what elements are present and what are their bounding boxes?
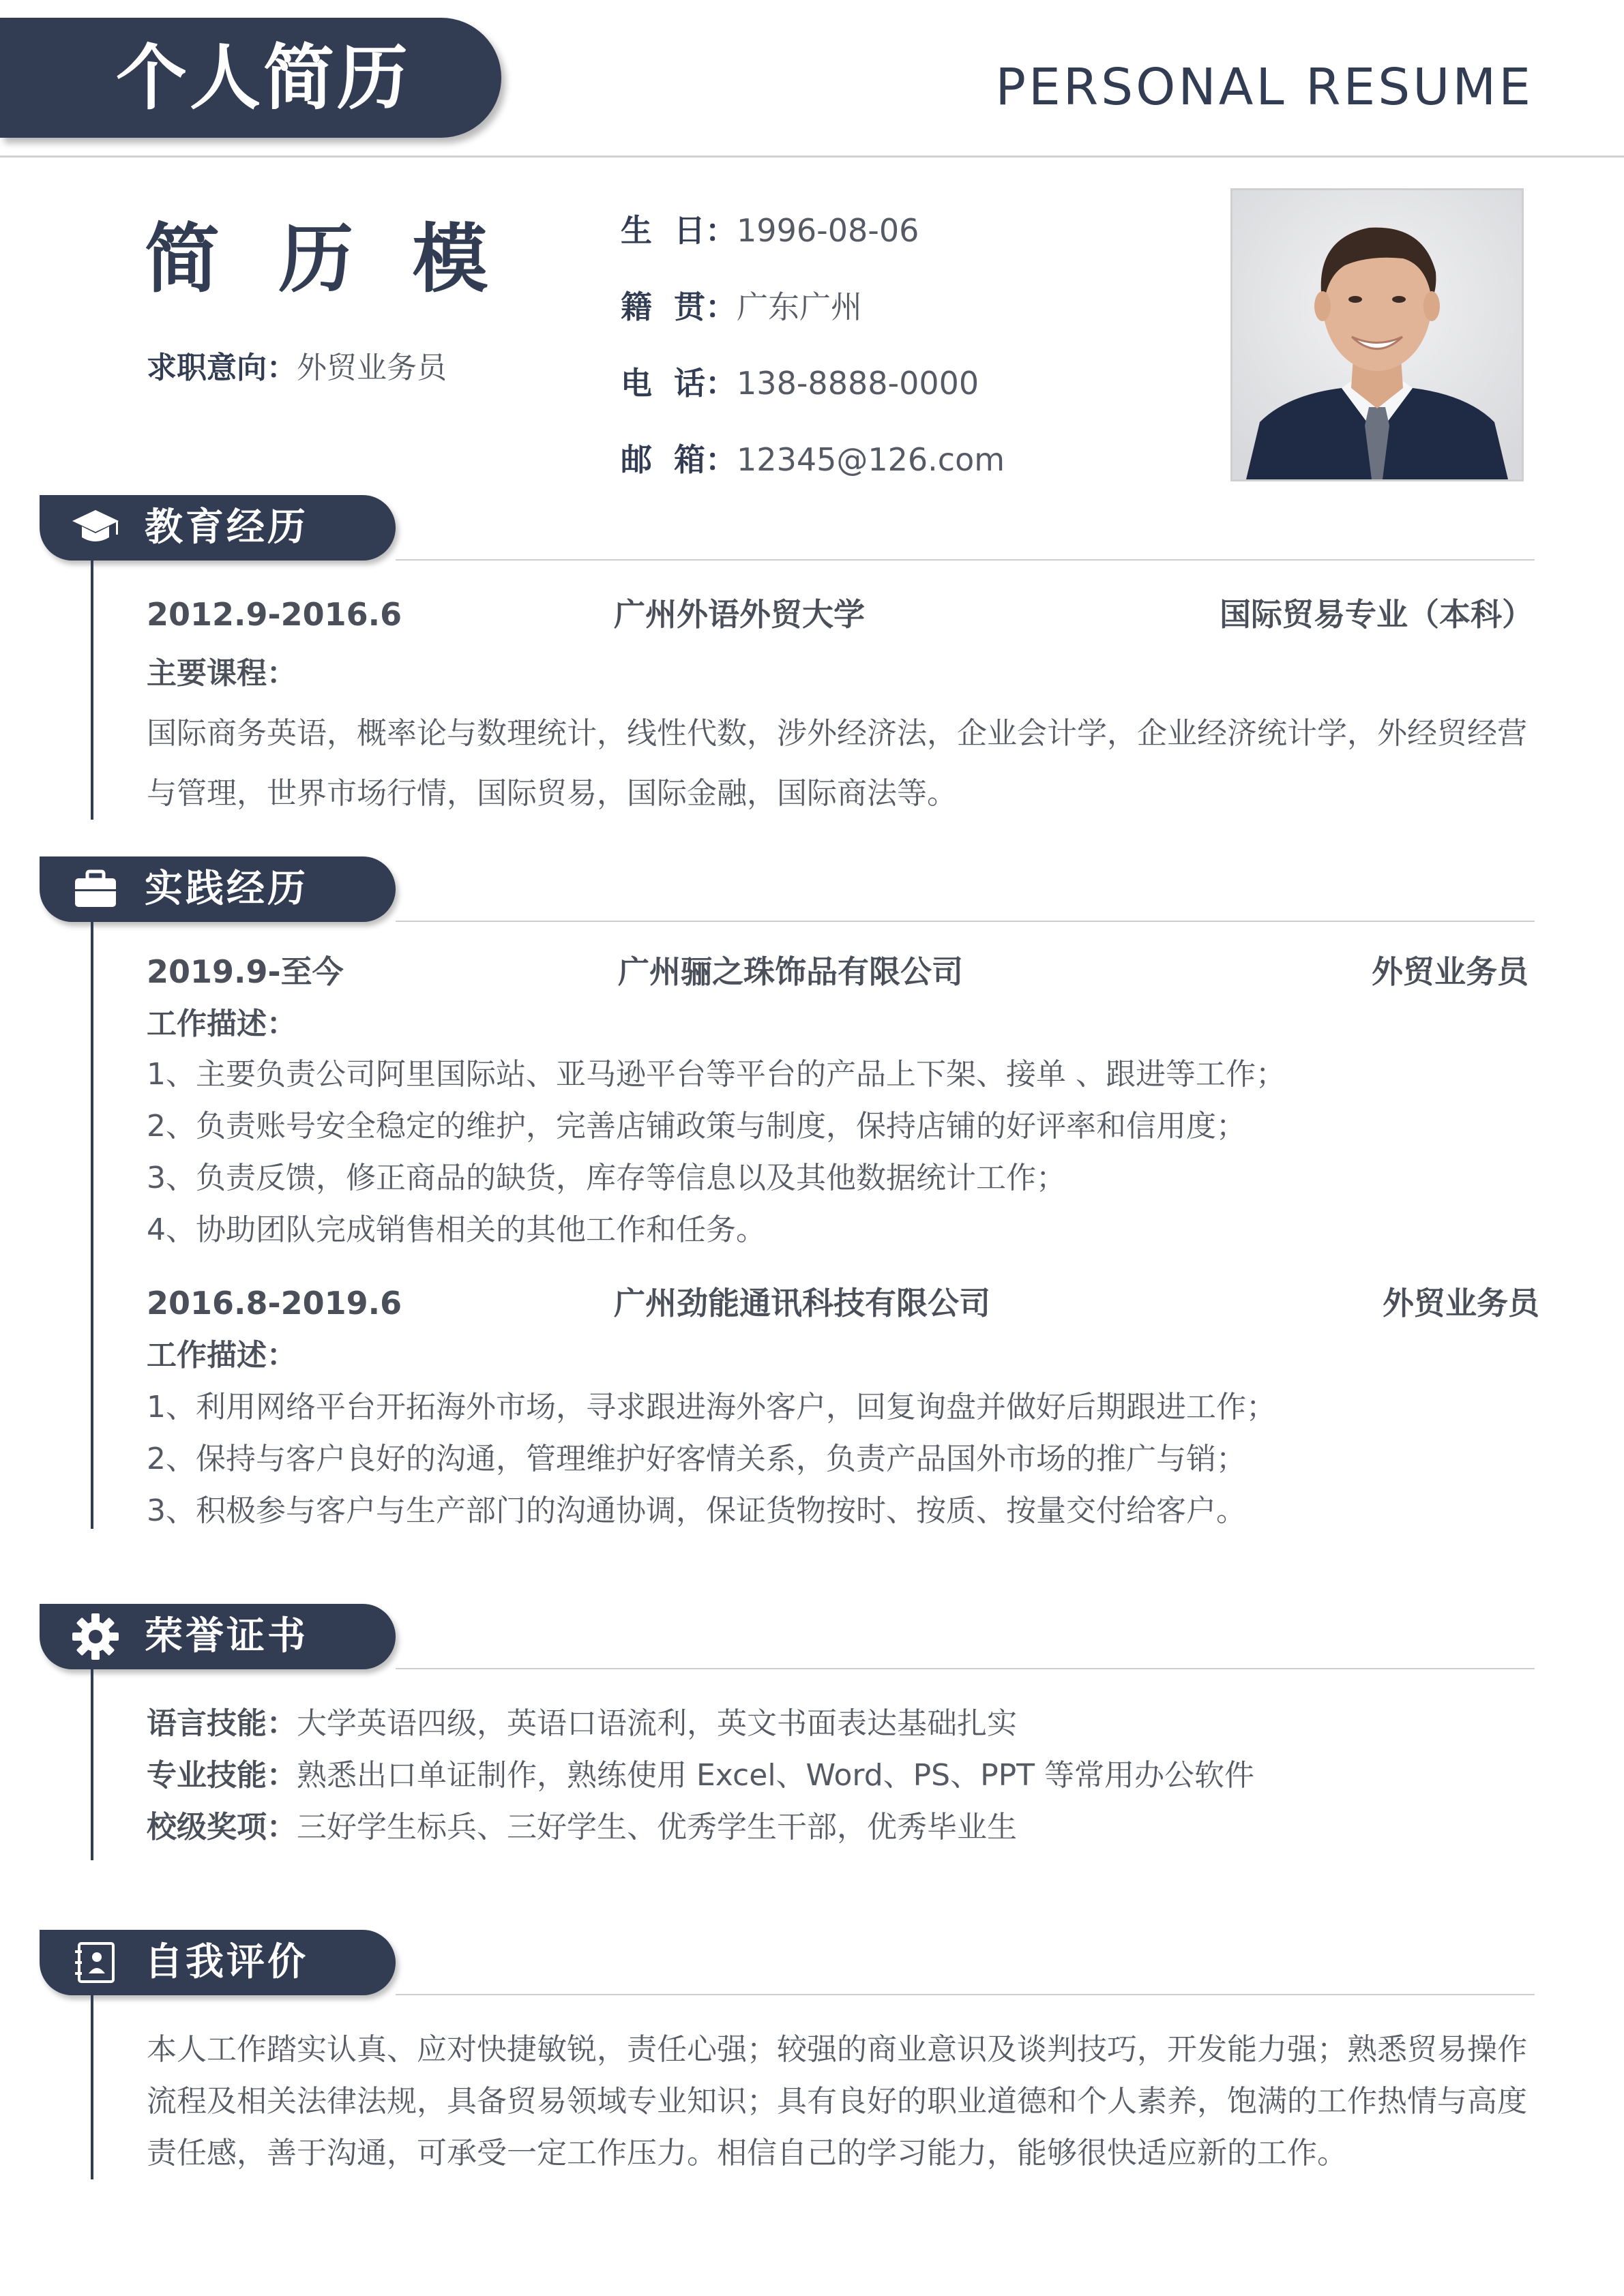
info-label: 籍 贯： <box>621 288 737 325</box>
header-subtitle: PERSONAL RESUME <box>995 58 1533 117</box>
section-title: 教育经历 <box>145 505 308 550</box>
briefcase-icon <box>68 862 123 916</box>
info-value: 广东广州 <box>737 288 863 325</box>
info-value: 1996-08-06 <box>737 212 919 249</box>
honor-value: 熟悉出口单证制作，熟练使用 Excel、Word、PS、PPT 等常用办公软件 <box>297 1758 1255 1793</box>
honor-label: 专业技能： <box>147 1758 297 1793</box>
section-title: 自我评价 <box>145 1940 308 1984</box>
job-position: 外贸业务员 <box>1383 1285 1539 1322</box>
job-duty: 3、负责反馈，修正商品的缺货，库存等信息以及其他数据统计工作； <box>147 1161 1066 1195</box>
info-email <box>621 439 1005 480</box>
edu-period: 2012.9-2016.6 <box>147 596 402 633</box>
info-value: 12345@126.com <box>737 441 1005 478</box>
info-value: 138-8888-0000 <box>737 365 979 402</box>
section-header-honors <box>40 1604 396 1669</box>
section-vertical-line <box>91 922 93 1529</box>
honor-item <box>147 1807 1017 1848</box>
self-eval-line: 本人工作踏实认真、应对快捷敏锐，责任心强；较强的商业意识及谈判技巧，开发能力强；熟悉贸易操作 <box>147 2032 1527 2067</box>
honor-value: 三好学生标兵、三好学生、优秀学生干部，优秀毕业生 <box>297 1810 1017 1845</box>
header-title: 个人简历 <box>116 36 411 119</box>
section-vertical-line <box>91 561 93 820</box>
job-company: 广州骊之珠饰品有限公司 <box>618 953 963 990</box>
info-label: 电 话： <box>621 365 737 402</box>
section-vertical-line <box>91 1669 93 1860</box>
section-header-education <box>40 495 396 561</box>
profile-photo <box>1230 188 1524 481</box>
honor-item <box>147 1755 1254 1796</box>
header-divider <box>0 155 1624 158</box>
honor-label: 校级奖项： <box>147 1810 297 1845</box>
section-title: 实践经历 <box>145 867 308 911</box>
section-divider <box>396 1668 1535 1669</box>
courses-line: 与管理，世界市场行情，国际贸易，国际金融，国际商法等。 <box>147 776 957 811</box>
edu-school: 广州外语外贸大学 <box>614 596 865 633</box>
contact-card-icon <box>68 1935 123 1990</box>
job-duty: 2、负责账号安全稳定的维护，完善店铺政策与制度，保持店铺的好评率和信用度； <box>147 1109 1246 1144</box>
job-company: 广州劲能通讯科技有限公司 <box>614 1285 990 1322</box>
job-intent-value: 外贸业务员 <box>297 351 447 385</box>
portrait-image <box>1232 190 1522 479</box>
honor-label: 语言技能： <box>147 1706 297 1741</box>
edu-major: 国际贸易专业（本科） <box>1220 596 1533 633</box>
job-duty: 4、协助团队完成销售相关的其他工作和任务。 <box>147 1212 766 1247</box>
job-period: 2016.8-2019.6 <box>147 1285 402 1322</box>
job-period: 2019.9-至今 <box>147 953 344 990</box>
courses-label: 主要课程： <box>147 656 297 691</box>
info-hometown <box>621 286 862 327</box>
job-desc-label: 工作描述： <box>147 1007 297 1041</box>
section-divider <box>396 921 1535 922</box>
info-birthday <box>621 210 919 251</box>
job-duty: 1、主要负责公司阿里国际站、亚马逊平台等平台的产品上下架、接单 、跟进等工作； <box>147 1057 1286 1092</box>
section-header-self-eval <box>40 1930 396 1995</box>
section-divider <box>396 559 1535 561</box>
info-label: 生 日： <box>621 212 737 249</box>
job-position: 外贸业务员 <box>1372 953 1529 990</box>
job-intent <box>147 348 447 389</box>
job-desc-label: 工作描述： <box>147 1338 297 1373</box>
gear-icon <box>68 1609 123 1664</box>
section-title: 荣誉证书 <box>145 1614 308 1658</box>
info-label: 邮 箱： <box>621 441 737 478</box>
job-duty: 2、保持与客户良好的沟通，管理维护好客情关系，负责产品国外市场的推广与销； <box>147 1442 1246 1476</box>
section-vertical-line <box>91 1995 93 2179</box>
section-header-experience <box>40 856 396 922</box>
section-divider <box>396 1994 1535 1995</box>
job-duty: 1、利用网络平台开拓海外市场，寻求跟进海外客户，回复询盘并做好后期跟进工作； <box>147 1390 1276 1425</box>
self-eval-line: 责任感，善于沟通，可承受一定工作压力。相信自己的学习能力，能够很快适应新的工作。 <box>147 2136 1347 2171</box>
info-phone <box>621 363 979 404</box>
self-eval-line: 流程及相关法律法规，具备贸易领域专业知识；具有良好的职业道德和个人素养，饱满的工作热情与高度 <box>147 2084 1527 2119</box>
job-duty: 3、积极参与客户与生产部门的沟通协调，保证货物按时、按质、按量交付给客户。 <box>147 1493 1246 1528</box>
candidate-name: 简 历 模 <box>145 215 504 303</box>
graduation-cap-icon <box>68 501 123 555</box>
job-intent-label: 求职意向： <box>147 351 297 385</box>
honor-item <box>147 1703 1017 1744</box>
courses-line: 国际商务英语，概率论与数理统计，线性代数，涉外经济法，企业会计学，企业经济统计学，外经贸经营 <box>147 716 1527 751</box>
honor-value: 大学英语四级，英语口语流利，英文书面表达基础扎实 <box>297 1706 1017 1741</box>
